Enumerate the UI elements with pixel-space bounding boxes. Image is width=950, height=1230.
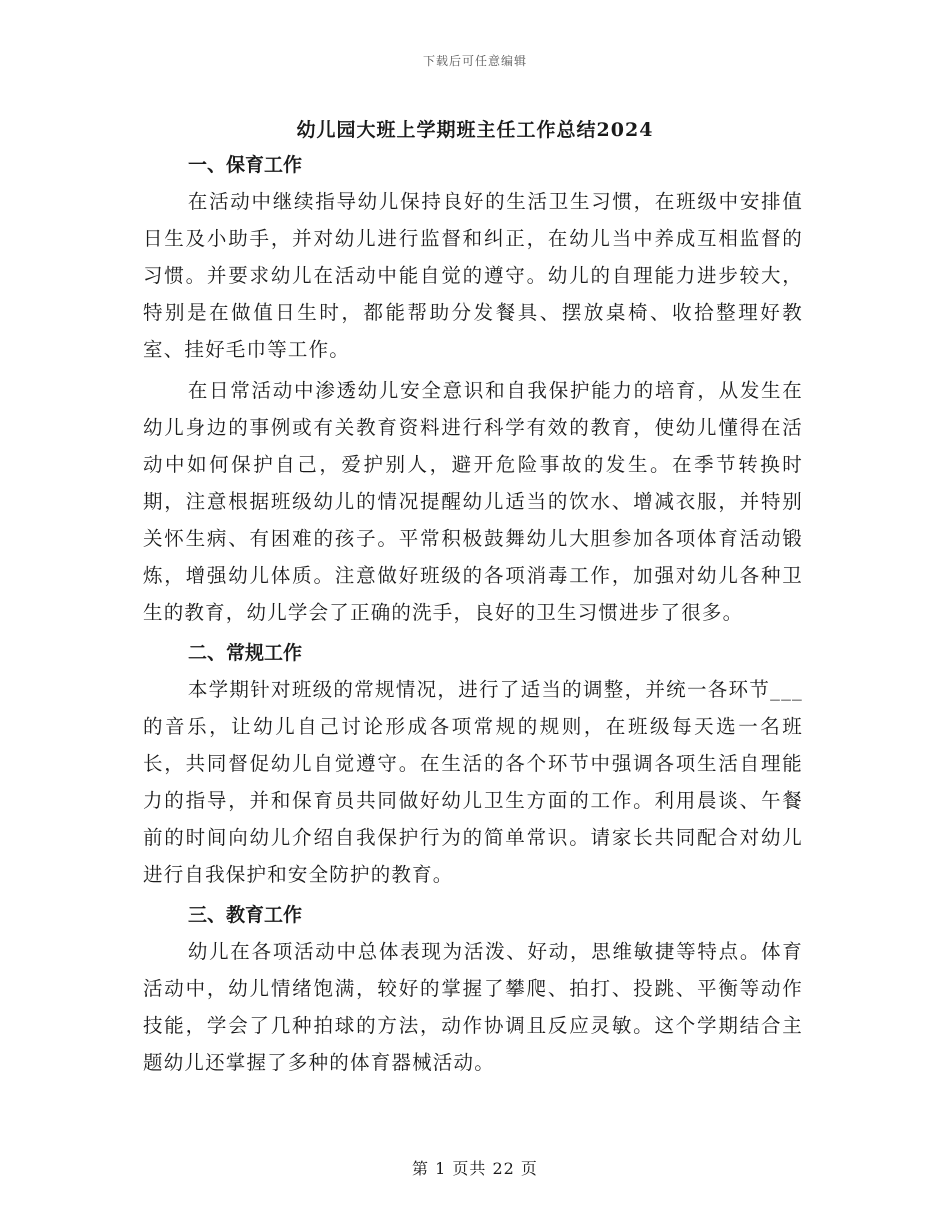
paragraph-education: 幼儿在各项活动中总体表现为活泼、好动，思维敏捷等特点。体育活动中，幼儿情绪饱满，较好的掌握了攀爬、拍打、投跳、平衡等动作技能，学会了几种拍球的方法，动作协调且反应灵敏。这个学期结合主题幼儿还掌握了多种的体育器械活动。 bbox=[143, 940, 803, 1074]
paragraph-childcare-safety: 在日常活动中渗透幼儿安全意识和自我保护能力的培育，从发生在幼儿身边的事例或有关教育资料进行科学有效的教育，使幼儿懂得在活动中如何保护自己，爱护别人，避开危险事故的发生。在季节转换时期，注意根据班级幼儿的情况提醒幼儿适当的饮水、增减衣服，并特别关怀生病、有困难的孩子。平常积极鼓舞幼儿大胆参加各项体育活动锻炼，增强幼儿体质。注意做好班级的各项消毒工作，加强对幼儿各种卫生的教育，幼儿学会了正确的洗手，良好的卫生习惯进步了很多。 bbox=[143, 379, 803, 624]
section-heading-routine: 二、常规工作 bbox=[188, 642, 303, 664]
section-heading-education: 三、教育工作 bbox=[188, 904, 303, 926]
page-number: 第 1 页共 22 页 bbox=[412, 1159, 538, 1178]
paragraph-childcare-habits: 在活动中继续指导幼儿保持良好的生活卫生习惯，在班级中安排值日生及小助手，并对幼儿进行监督和纠正，在幼儿当中养成互相监督的习惯。并要求幼儿在活动中能自觉的遵守。幼儿的自理能力进步较大，特别是在做值日生时，都能帮助分发餐具、摆放桌椅、收拾整理好教室、挂好毛巾等工作。 bbox=[143, 190, 803, 361]
section-heading-childcare: 一、保育工作 bbox=[188, 154, 303, 176]
paragraph-routine: 本学期针对班级的常规情况，进行了适当的调整，并统一各环节___的音乐，让幼儿自己讨论形成各项常规的规则，在班级每天选一名班长，共同督促幼儿自觉遵守。在生活的各个环节中强调各项生活自理能力的指导，并和保育员共同做好幼儿卫生方面的工作。利用晨谈、午餐前的时间向幼儿介绍自我保护行为的简单常识。请家长共同配合对幼儿进行自我保护和安全防护的教育。 bbox=[143, 678, 803, 886]
page-header-note: 下载后可任意编辑 bbox=[422, 54, 527, 68]
document-title: 幼儿园大班上学期班主任工作总结2024 bbox=[296, 119, 654, 141]
document-body bbox=[143, 147, 803, 1081]
